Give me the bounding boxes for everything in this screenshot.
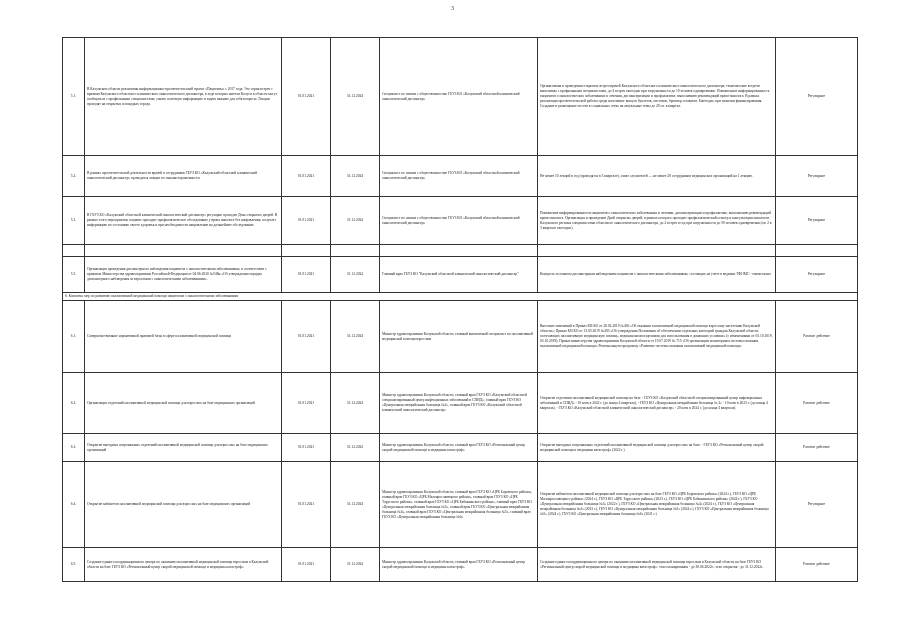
measure-text: Совершенствование нормативной правовой базы в сфере паллиативной медицинской помощи — [85, 301, 282, 373]
row-number: 5.5. — [63, 257, 85, 293]
measure-type: Регулярное — [776, 257, 858, 293]
section-title: 6. Комплекс мер по развитию паллиативной медицинской помощи пациентам с онкологическими заболеваниями — [63, 293, 858, 301]
end-date: 31.12.2024 — [331, 38, 380, 156]
measure-text: В ГБУЗ КО «Калужский областной клинический онкологический диспансер» регулярно проходит День открытых дверей. В рамках этого мероприятия, пациент проходит профилактическое обследование у врача онколога без направления, получает информацию по состоянию своего здоровья и при необходимости направление на дальнейшее обследование. — [85, 197, 282, 245]
table-row — [63, 156, 858, 197]
measure-text: Открытие кабинетов паллиативной медицинской помощи для взрослых на базе медицинских организаций — [85, 462, 282, 548]
result: Создание единого координационного центра по оказанию паллиативной медицинской помощи взрослым в Калужской области на базе ГБУЗ КО «Региональный центр скорой медицинской помощи и медицины катастроф»: этап планирования - до 30.06.2022г., этап открытия - до 31.12.2022г. — [538, 548, 776, 582]
start-date: 01.01.2021 — [282, 156, 331, 197]
measure-text: Организация проведения диспансерного наблюдения пациентов с онкологическими заболеваниями, в соответствии с приказом Министерства здравоохранения Российской Федерации от 04.06.2020 №548н «Об утверждении порядка диспансерного наблюдения за взрослыми с онкологическими заболеваниями». — [85, 257, 282, 293]
measure-type: Разовое действие — [776, 373, 858, 434]
result: Внесение изменений в Приказ МЗ КО от 28.02.2019 №436 «Об оказании паллиативной медицинской помощи взрослому населению Калужской области»; Приказ МЗ КО от 13.05.2019 №450 «Об утверждении Положения об обеспечении отдельных категорий граждан Калужской области, получающих паллиативную медицинскую помощь, медицинскими изделиями для использования в домашних условиях» (с изменениями от 03.10.2019, 03.10.2019); Приказ министерства здравоохранения Калужской области от 19.07.2019 № 715 «Об организации мониторинга системы оказания паллиативной медицинской помощи» Региональную программу «Развитие системы оказания паллиативной медицинской помощи» — [538, 301, 776, 373]
end-date: 31.12.2024 — [331, 257, 380, 293]
responsible: Министр здравоохранения Калужской области, главный врач ГБУЗ КО «Региональный центр скорой медицинской помощи и медицины катастроф» — [380, 434, 538, 462]
end-date: 31.12.2024 — [331, 434, 380, 462]
row-number: 5.2. — [63, 156, 85, 197]
responsible: Специалист по связям с общественностью ГБУЗ КО «Калужский областной клинический онкологический диспансер» — [380, 156, 538, 197]
start-date: 01.01.2021 — [282, 38, 331, 156]
measures-table — [62, 37, 858, 582]
result: Открытие отделения паллиативной медицинской помощи на базе: - ГБУЗ КО «Калужский областной специализированный центр инфекционных заболеваний и СПИД» - 10 коек в 2022 г. (до конца 4 квартала), - ГБУЗ КО «Центральная межрайонная больница № 2» - 10 коек в 2023 г. (до конца 4 квартала), - ГБУЗ КО «Калужский областной клинический онкологический диспансер» - 20 коек в 2024 г. (до конца 4 квартала). — [538, 373, 776, 434]
measure-text: В Калужском области реализован информационно-просветительский проект «Пациенты» с 2017 года. Это серия встреч с врачами Калужского областного клинического онкологического диспансера, в ходе которых жители Калуги в области могут пообщаться с профильными специалистами, узнать полезную информацию и задать важные для себя вопросы. Лекции проходят на открытых площадках города. — [85, 38, 282, 156]
result: Не менее 10 лекций в год (проводятся в 3 квартале), охват слушателей — не менее 20 сотрудников медицинских организаций на 1 лекцию. — [538, 156, 776, 197]
result: Открытие кабинетов паллиативной медицинской помощи для взрослых на базе ГБУЗ КО «ЦРБ Боровского района» (2024 г.), ГБУЗ КО «ЦРБ Малоярославецкого района» (2024 г.), ГБУЗ КО «ЦРБ Тарусского района» (2023 г.), ГБУЗ КО «ЦРБ Бабынинского района» (2024 г.), ГБУЗ КО «Центральная межрайонная больница №3» (2022 г.), ГБУЗ КО «Центральная межрайонная больница №4» (2024 г.), ГБУЗ КО «Центральная межрайонная больница №4» (2023 г.), ГБУЗ КО «Центральная межрайонная больница №5» (2024 г.), ГБУЗ КО «Центральная межрайонная больница №5» (2024 г.), ГБУЗ КО «Центральная межрайонная больница №6» (2021 г.) — [538, 462, 776, 548]
row-number: 6.4. — [63, 462, 85, 548]
row-number: 6.1. — [63, 301, 85, 373]
start-date: 01.01.2021 — [282, 434, 331, 462]
table-row — [63, 434, 858, 462]
end-date: 31.12.2024 — [331, 548, 380, 582]
start-date: 01.01.2021 — [282, 462, 331, 548]
responsible: Специалист по связям с общественностью ГБУЗ КО «Калужский областной клинический онкологический диспансер» — [380, 38, 538, 156]
result: Открытие выездных патронажных отделений паллиативной медицинской помощи для взрослых на базе: - ГБУЗ КО «Региональный центр скорой медицинской помощи и медицины катастроф» (2022 г.) — [538, 434, 776, 462]
row-number: 6.5. — [63, 548, 85, 582]
end-date: 31.12.2024 — [331, 301, 380, 373]
responsible: Главный врач ГБУЗ КО "Калужский областной клинический онкологический диспансер" — [380, 257, 538, 293]
table-row — [63, 462, 858, 548]
measure-type: Разовое действие — [776, 434, 858, 462]
measure-text: Открытие выездных патронажных отделений паллиативной медицинской помощи для взрослых на базе медицинских организаций — [85, 434, 282, 462]
row-number: 6.2. — [63, 373, 85, 434]
responsible: Министр здравоохранения Калужской области, главный врач ГБУЗ КО «Региональный центр скорой медицинской помощи и медицины катастроф» — [380, 548, 538, 582]
responsible: Министр здравоохранения Калужской области, главный врач ГБУЗ КО «ЦРБ Боровского района», главный врач ГБУЗ КО «ЦРБ Малоярославецкого района», главный врач ГБУЗ КО «ЦРБ Тарусского района», главный врач ГБУЗ КО «ЦРБ Бабынинского района», главный врач ГБУЗ КО «Центральная межрайонная больница №3», главный врач ГБУЗ КО «Центральная межрайонная больница №4», главный врач ГБУЗ КО «Центральная межрайонная больница №5», главный врач ГБУЗ КО «Центральная межрайонная больница №6» — [380, 462, 538, 548]
measure-text: Создание единого координационного центра по оказанию паллиативной медицинской помощи взрослым в Калужской области на базе ГБУЗ КО «Региональный центр скорой медицинской помощи и медицины катастроф» — [85, 548, 282, 582]
result: Организована и проведения открытых встреч врачей Калужского областного клинического онкологического диспансера; тематические встречи наполнены с профильными специалистами, до 4 встреч ежегодно при загруженности до 10 человек одновременно. Повышенное информированность пациентов о онкологических заболеваниях и лечении, диспансеризации и профилактике, выполнению рекомендаций врача-онколога. В рамках реализации просветительской работы среди населения: выпуск буклетов, листовок, брошюр, плакатов. Ежегодно, при наличии финансирования. Создание и размещение постов в социальных сетях на актуальные темы до 20 сп. в квартал. — [538, 38, 776, 156]
table-row — [63, 197, 858, 245]
start-date: 01.01.2021 — [282, 373, 331, 434]
row-number: 6.3. — [63, 434, 85, 462]
section-header-row — [63, 293, 858, 301]
row-number: 5.3. — [63, 197, 85, 245]
responsible: Специалист по связям с общественностью ГБУЗ КО «Калужский областной клинический онкологический диспансер» — [380, 197, 538, 245]
measure-type: Разовое действие — [776, 301, 858, 373]
start-date: 01.01.2021 — [282, 548, 331, 582]
measure-text: В рамках просветительской деятельности врачей и сотрудников ГБУЗ КО «Калужский областной клинический онкологический диспансер» проводятся лекции по онконастороженности. — [85, 156, 282, 197]
end-date: 31.12.2024 — [331, 373, 380, 434]
start-date: 01.01.2021 — [282, 257, 331, 293]
responsible: Министр здравоохранения Калужской области, главный внештатный специалист по паллиативной медицинской помощи взрослым — [380, 301, 538, 373]
table-row — [63, 373, 858, 434]
start-date: 01.01.2021 — [282, 197, 331, 245]
measure-text: Организация отделений паллиативной медицинской помощи для взрослых на базе медицинских организаций — [85, 373, 282, 434]
result: Контроль за охватом диспансерным наблюдением пациентов с онкологическими заболеваниями, состоящих на учете в ведении ТФОМС - ежемесячно — [538, 257, 776, 293]
measure-type: Регулярное — [776, 462, 858, 548]
table-row — [63, 38, 858, 156]
page-number: 3 — [451, 6, 454, 12]
result: Повышение информированности пациентов о онкологических заболеваниях и лечении, диспансеризации и профилактике, выполнению рекомендаций врача-онколога. Организация и проведение Дней открытых дверей, в рамках которого проходит профилактический осмотр и консультация онкологов Калужского региона специалистами областного онкологического диспансера, до 2 встреч в год при загруженности до 50 человек одновременно (по 2 в 3 квартале ежегодно). — [538, 197, 776, 245]
table-row — [63, 548, 858, 582]
end-date: 31.12.2024 — [331, 462, 380, 548]
table-row — [63, 301, 858, 373]
row-number: 5.1. — [63, 38, 85, 156]
end-date: 31.12.2024 — [331, 197, 380, 245]
table-spacer-row — [63, 245, 858, 257]
responsible: Министр здравоохранения Калужской области, главный врач ГБУЗ КО «Калужский областной специализированный центр инфекционных заболеваний и СПИД», главный врач ГБУЗ КО «Центральная межрайонная больница №2», главный врач ГБУЗ КО «Калужский областной клинический онкологический диспансер» — [380, 373, 538, 434]
start-date: 01.01.2021 — [282, 301, 331, 373]
measure-type: Разовое действие — [776, 548, 858, 582]
measure-type: Регулярное — [776, 197, 858, 245]
end-date: 31.12.2024 — [331, 156, 380, 197]
measure-type: Регулярное — [776, 156, 858, 197]
table-row — [63, 257, 858, 293]
measure-type: Регулярное — [776, 38, 858, 156]
